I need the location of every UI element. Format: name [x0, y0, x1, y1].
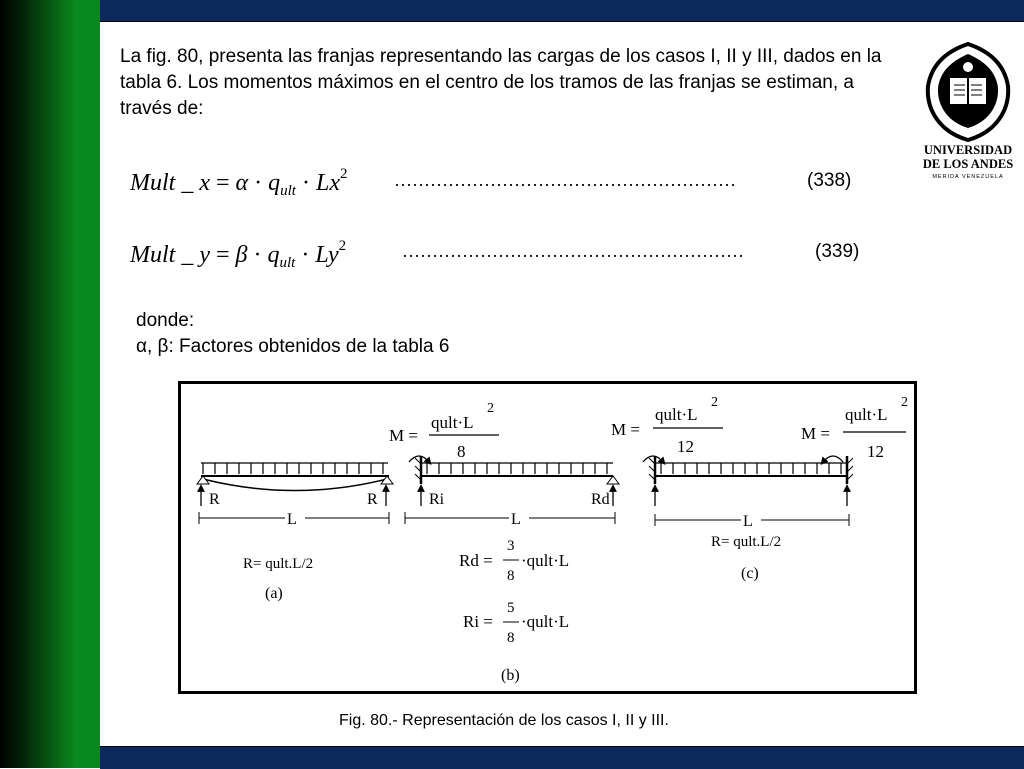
- eq2-span: Ly: [315, 242, 339, 268]
- case-c: [611, 395, 908, 582]
- equation-338: Mult _ $x = \alpha \cdot q_{ult} \cdot Lx^2$: [130, 166, 348, 199]
- case-a-formula: R= qult.L/2: [243, 556, 314, 572]
- case-b-moment-arrow: [409, 456, 429, 462]
- case-c-moment-exp-right: 2: [901, 395, 908, 410]
- case-b-ri-rest: ·qult·L: [521, 612, 570, 631]
- case-c-formula: R= qult.L/2: [711, 534, 782, 550]
- eq1-lhs: Mult _ x: [130, 170, 210, 196]
- case-c-moment-den-left: 12: [677, 437, 694, 456]
- case-c-moment-exp-left: 2: [711, 395, 718, 410]
- logo-line3: MERIDA VENEZUELA: [932, 174, 1004, 180]
- case-c-label: (c): [741, 565, 759, 582]
- case-c-load-arrows: [655, 463, 847, 474]
- case-a-label: (a): [265, 585, 283, 602]
- case-b-rd-lhs: Rd =: [459, 551, 493, 570]
- eq2-coef: β: [235, 242, 248, 268]
- logo-line2: DE LOS ANDES: [922, 157, 1014, 171]
- case-a-span: L: [287, 511, 297, 528]
- case-b-rd-num: 3: [507, 538, 515, 554]
- eq1-exp: 2: [339, 166, 348, 182]
- case-b: [389, 401, 619, 684]
- eq2-leader-dots: …………………………………………………: [402, 241, 744, 261]
- case-b-ri-lhs: Ri =: [463, 612, 493, 631]
- case-c-moment-arrow-left: [643, 456, 663, 462]
- eq1-span: Lx: [315, 170, 340, 196]
- figure-caption: Fig. 80.- Representación de los casos I, II y III.: [339, 712, 669, 729]
- eq2-exp: 2: [338, 238, 347, 254]
- eq1-sub: ult: [280, 183, 296, 199]
- bottom-band: [100, 746, 1024, 769]
- case-c-moment-lhs-right: M =: [801, 424, 830, 443]
- eq1-number: (338): [807, 170, 852, 191]
- case-c-moment-num-left: qult·L: [655, 405, 698, 424]
- case-b-moment-den: 8: [457, 442, 466, 461]
- factors-text: α, β: Factores obtenidos de la tabla 6: [136, 336, 450, 357]
- case-b-moment-exp: 2: [487, 401, 494, 416]
- case-b-moment-num: qult·L: [431, 413, 474, 432]
- case-b-reaction-right: Rd: [591, 491, 610, 508]
- case-a-reaction-left: R: [209, 491, 220, 508]
- case-a-load-arrows: [201, 463, 388, 474]
- donde-block: [136, 308, 449, 360]
- university-logo: [920, 40, 1016, 190]
- case-b-reaction-left: Ri: [429, 491, 445, 508]
- eq2-number: (339): [815, 241, 860, 262]
- case-b-right-support: [607, 476, 619, 484]
- case-b-ri-den: 8: [507, 630, 515, 646]
- eq1-q: q: [268, 170, 281, 196]
- case-b-rd-rest: ·qult·L: [521, 551, 570, 570]
- figure-frame: [178, 381, 917, 694]
- left-decorative-bar: [0, 0, 76, 768]
- green-stripe: [76, 0, 100, 768]
- eq1-coef: α: [235, 170, 249, 196]
- case-c-moment-arrow-right: [823, 456, 843, 462]
- top-band: [100, 0, 1024, 22]
- case-a-deflection: [203, 479, 387, 491]
- eq2-lhs: Mult _ y: [130, 242, 210, 268]
- equation-339: Mult _ $y = \beta \cdot q_{ult} \cdot Ly^2$: [130, 238, 347, 271]
- case-b-load-arrows: [421, 463, 613, 474]
- case-c-moment-lhs-left: M =: [611, 420, 640, 439]
- eq2-q: q: [267, 242, 280, 268]
- case-b-ri-num: 5: [507, 600, 515, 616]
- beam-diagram: [181, 384, 914, 691]
- eq2-sub: ult: [279, 255, 296, 271]
- case-a: [197, 463, 393, 602]
- case-b-moment-lhs: M =: [389, 426, 418, 445]
- logo-line1: UNIVERSIDAD: [923, 143, 1013, 157]
- case-b-rd-den: 8: [507, 568, 515, 584]
- intro-paragraph: La fig. 80, presenta las franjas representando las cargas de los casos I, II y III, dados en la tabla 6. Los momentos máximos en el centro de los tramos de las franjas se estiman, a través de:: [120, 46, 882, 119]
- case-c-moment-num-right: qult·L: [845, 405, 888, 424]
- case-c-span: L: [743, 513, 753, 530]
- eq1-leader-dots: …………………………………………………: [394, 170, 736, 190]
- case-b-label: (b): [501, 667, 520, 684]
- case-a-reaction-right: R: [367, 491, 378, 508]
- donde-label: donde:: [136, 310, 195, 331]
- case-c-moment-den-right: 12: [867, 442, 884, 461]
- case-b-span: L: [511, 511, 521, 528]
